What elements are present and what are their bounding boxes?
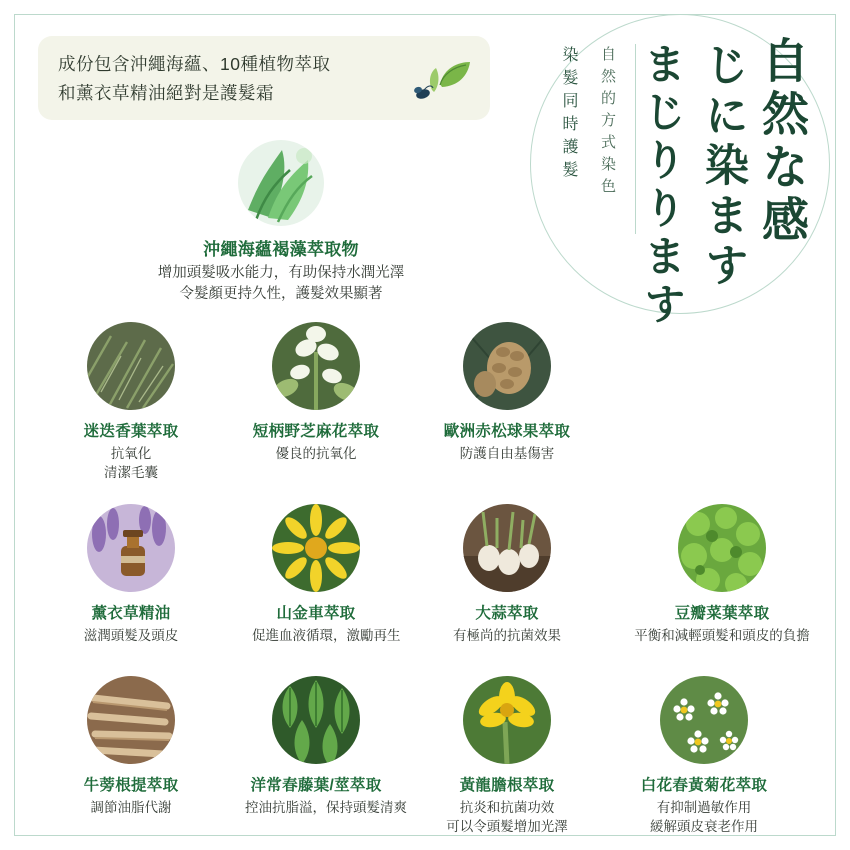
ingredient-desc-line-1: 促進血液循環，激勵再生 <box>252 628 401 643</box>
ingredient-title: 迷迭香葉萃取 <box>83 423 179 440</box>
ingredient-gentian-root <box>438 676 576 836</box>
ingredient-title: 白花春黃菊花萃取 <box>640 777 768 794</box>
ingredient-short-stalk-sesame-flower <box>252 322 380 463</box>
ingredient-desc-line-1: 有極尚的抗菌效果 <box>453 628 561 643</box>
ingredient-ivy-leaf-stem <box>245 676 407 817</box>
callout-line-1: 成份包含沖繩海蘊、10種植物萃取 <box>58 54 331 74</box>
ingredient-title: 黃龍膽根萃取 <box>459 777 555 794</box>
ingredient-arnica <box>252 504 401 645</box>
ingredient-title: 洋常春藤葉/莖萃取 <box>250 777 382 794</box>
ingredient-rosemary-leaf <box>69 322 193 482</box>
callout-line-2: 和薰衣草精油絕對是護髮霜 <box>58 83 274 103</box>
ingredient-desc-line-1: 防護自由基傷害 <box>459 446 555 461</box>
ingredient-desc-line-1: 滋潤頭髮及頭皮 <box>83 628 179 643</box>
white-flower-photo <box>272 322 360 410</box>
headline-vertical-small-1: 染髮同時護髮 <box>560 46 577 184</box>
headline-vertical-big-2: じに染ます <box>698 42 747 292</box>
ingredient-chamomile <box>628 676 780 836</box>
ingredient-title: 薰衣草精油 <box>91 605 171 622</box>
ivy-leaf-photo <box>272 676 360 764</box>
arnica-flower-photo <box>272 504 360 592</box>
ingredient-title: 沖繩海蘊褐藻萃取物 <box>203 240 359 259</box>
ingredient-centella <box>628 504 816 645</box>
headline-vertical-small-2: 自然的方式染色 <box>599 46 616 200</box>
watercress-photo <box>678 504 766 592</box>
burdock-root-photo <box>87 676 175 764</box>
lavender-oil-photo <box>87 504 175 592</box>
gentian-flower-photo <box>463 676 551 764</box>
headline-block <box>502 10 832 330</box>
ingredient-desc-line-1: 調節油脂代謝 <box>90 800 172 815</box>
ingredient-burdock-root <box>69 676 193 817</box>
ingredient-title: 豆瓣菜葉萃取 <box>674 605 770 622</box>
ingredient-desc-line-2: 清潔毛囊 <box>104 465 158 480</box>
ingredient-garlic <box>443 504 571 645</box>
ingredient-desc-line-2: 令髮顏更持久性，護髮效果顯著 <box>179 286 383 302</box>
ingredient-desc-line-1: 抗氧化 <box>110 446 152 461</box>
ingredient-okinawa-mozuku <box>111 140 451 305</box>
ingredient-title: 短柄野芝麻花萃取 <box>252 423 380 440</box>
ingredient-title: 歐洲赤松球果萃取 <box>443 423 571 440</box>
pine-cone-photo <box>463 322 551 410</box>
ingredient-desc-line-1: 優良的抗氧化 <box>275 446 357 461</box>
chamomile-photo <box>660 676 748 764</box>
headline-vertical-big-1: まじりります <box>639 42 686 330</box>
ingredient-scots-pine-cone <box>443 322 571 463</box>
ingredient-desc-line-2: 可以令頭髮增加光澤 <box>446 819 568 834</box>
ingredient-desc-line-1: 抗炎和抗菌功效 <box>459 800 555 815</box>
ingredient-desc-line-1: 控油抗脂溢，保持頭髮清爽 <box>245 800 407 815</box>
ingredient-desc-line-2: 緩解頭皮衰老作用 <box>650 819 758 834</box>
ingredient-desc-line-1: 平衡和減輕頭髮和頭皮的負擔 <box>634 628 810 643</box>
headline-vertical-big-3: 自然な感 <box>756 36 809 248</box>
ingredient-title: 大蒜萃取 <box>475 605 539 622</box>
ingredient-desc-line-1: 有抑制過敏作用 <box>656 800 752 815</box>
ingredient-title: 山金車萃取 <box>276 605 356 622</box>
leaf-and-bee-icon <box>410 54 472 106</box>
ingredient-desc-line-1: 增加頭髮吸水能力，有助保持水潤光澤 <box>157 265 405 281</box>
ingredient-title: 牛蒡根提萃取 <box>83 777 179 794</box>
garlic-photo <box>463 504 551 592</box>
product-callout <box>38 36 490 120</box>
seaweed-photo <box>238 140 324 226</box>
rosemary-photo <box>87 322 175 410</box>
ingredient-lavender-oil <box>69 504 193 645</box>
